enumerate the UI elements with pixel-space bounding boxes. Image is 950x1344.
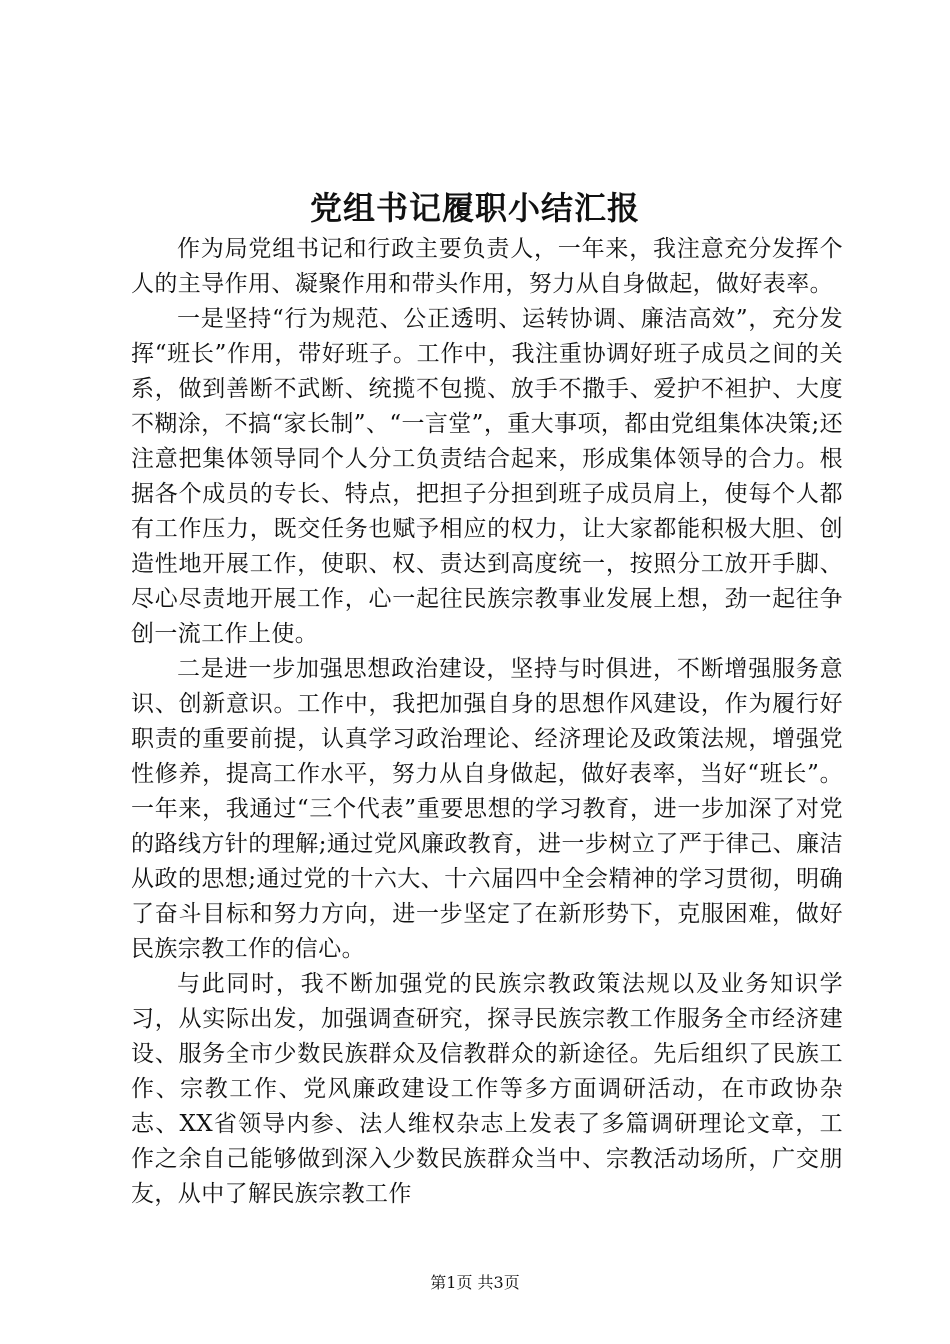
paragraph-study: 与此同时，我不断加强党的民族宗教政策法规以及业务知识学习，从实际出发，加强调查研究，探寻民族宗教工作服务全市经济建设、服务全市少数民族群众及信教群众的新途径。先后组织了民族工作、宗教工作、党风廉政建设工作等多方面调研活动，在市政协杂志、XX省领导内参、法人维权杂志上发表了多篇调研理论文章，工作之余自己能够做到深入少数民族群众当中、宗教活动场所，广交朋友，从中了解民族宗教工作: [131, 971, 843, 1207]
document-title: 党组书记履职小结汇报: [309, 189, 640, 227]
paragraph-point-two: 二是进一步加强思想政治建设，坚持与时俱进，不断增强服务意识、创新意识。工作中，我把加强自身的思想作风建设，作为履行好职责的重要前提，认真学习政治理论、经济理论及政策法规，增强党性修养，提高工作水平，努力从自身做起，做好表率，当好“班长”。一年来，我通过“三个代表”重要思想的学习教育，进一步加深了对党的路线方针的理解;通过党风廉政教育，进一步树立了严于律己、廉洁从政的思想;通过党的十六大、十六届四中全会精神的学习贯彻，明确了奋斗目标和努力方向，进一步坚定了在新形势下，克服困难，做好民族宗教工作的信心。: [131, 656, 843, 962]
document-body: [131, 232, 843, 1212]
paragraph-intro: 作为局党组书记和行政主要负责人，一年来，我注意充分发挥个人的主导作用、凝聚作用和带头作用，努力从自身做起，做好表率。: [131, 236, 843, 297]
page-number-footer: 第1页 共3页: [430, 1273, 520, 1292]
paragraph-point-one: 一是坚持“行为规范、公正透明、运转协调、廉洁高效”，充分发挥“班长”作用，带好班子。工作中，我注重协调好班子成员之间的关系，做到善断不武断、统揽不包揽、放手不撒手、爱护不袒护、大度不糊涂，不搞“家长制”、“一言堂”，重大事项，都由党组集体决策;还注意把集体领导同个人分工负责结合起来，形成集体领导的合力。根据各个成员的专长、特点，把担子分担到班子成员肩上，使每个人都有工作压力，既交任务也赋予相应的权力，让大家都能积极大胆、创造性地开展工作，使职、权、责达到高度统一，按照分工放开手脚、尽心尽责地开展工作，心一起往民族宗教事业发展上想，劲一起往争创一流工作上使。: [131, 306, 843, 647]
